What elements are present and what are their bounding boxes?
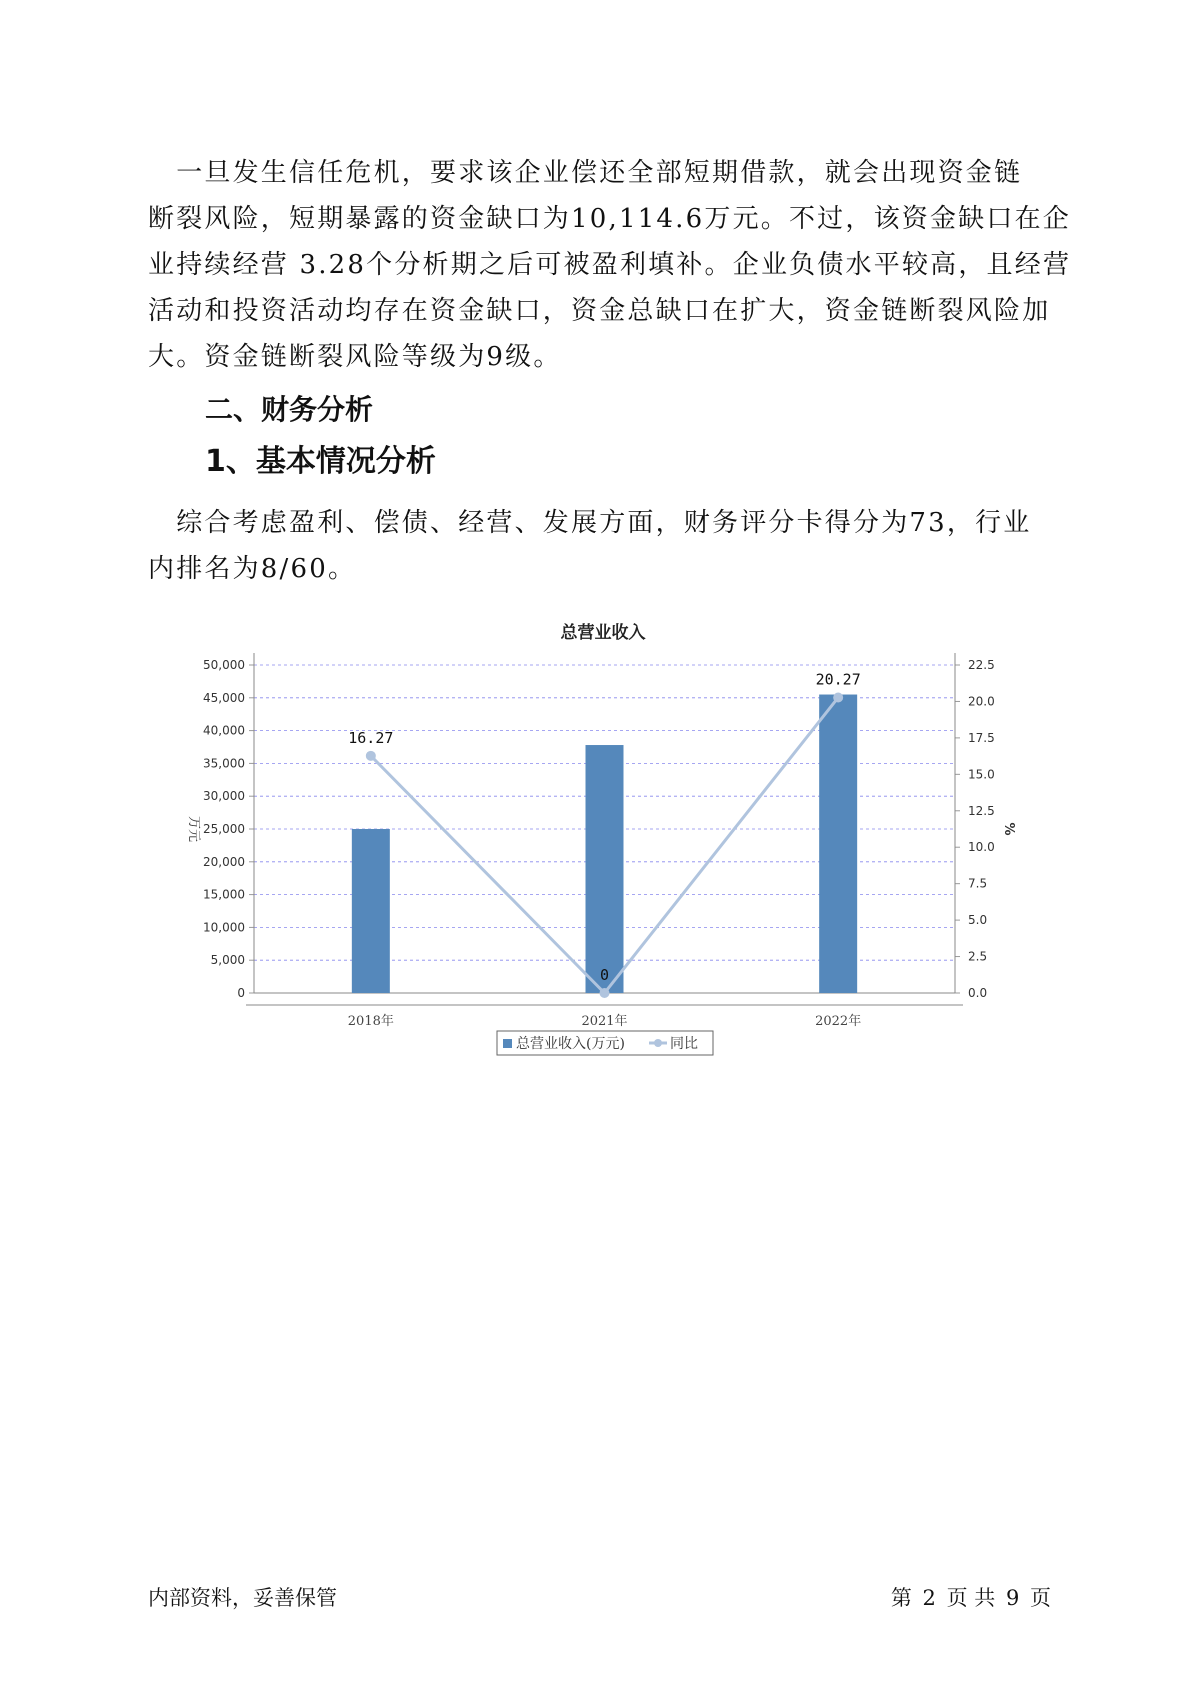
text-line: 大。资金链断裂风险等级为9级。: [148, 342, 562, 372]
revenue-bar: [819, 695, 857, 993]
revenue-chart: [0, 600, 1191, 1080]
y2-tick-label: 5.0: [968, 913, 988, 928]
x-tick-label: 2018年: [347, 1014, 394, 1029]
y-tick-label: 20,000: [203, 854, 245, 869]
text-line: 断裂风险，短期暴露的资金缺口为10,114.6万元。不过，该资金缺口在企: [148, 204, 1071, 234]
text-line: 内排名为8/60。: [148, 554, 357, 584]
yoy-point: [833, 693, 843, 703]
legend-line-marker: [654, 1039, 662, 1047]
y-tick-label: 40,000: [203, 723, 245, 738]
score-paragraph: [148, 500, 1048, 592]
y2-axis-label: %: [1001, 822, 1016, 836]
chart-title: 总营业收入: [560, 623, 646, 643]
legend-line-label: 同比: [670, 1036, 698, 1052]
y2-tick-label: 17.5: [968, 730, 995, 745]
text-line: 活动和投资活动均存在资金缺口，资金总缺口在扩大，资金链断裂风险加: [148, 296, 1051, 326]
y-tick-label: 50,000: [203, 658, 245, 672]
revenue-chart-svg: [0, 600, 1191, 1080]
y2-tick-label: 10.0: [968, 840, 995, 855]
yoy-point: [600, 988, 610, 998]
yoy-data-label: 20.27: [815, 670, 861, 689]
x-tick-label: 2022年: [815, 1014, 862, 1029]
y-tick-label: 10,000: [203, 920, 245, 935]
text-line: 一旦发生信任危机，要求该企业偿还全部短期借款，就会出现资金链: [148, 158, 1023, 188]
y2-tick-label: 15.0: [968, 767, 995, 782]
text-line: 综合考虑盈利、偿债、经营、发展方面，财务评分卡得分为73，行业: [148, 508, 1032, 538]
revenue-bar: [352, 829, 390, 993]
yoy-data-label: 0: [599, 966, 610, 984]
legend-bar-swatch: [503, 1039, 512, 1048]
page-suffix: 页: [1030, 1586, 1051, 1610]
y-tick-label: 45,000: [203, 690, 245, 705]
subsection-heading: 1、基本情况分析: [205, 444, 436, 479]
revenue-bar: [586, 745, 624, 993]
page-mid: 页 共: [946, 1586, 996, 1610]
y2-tick-label: 22.5: [968, 658, 995, 672]
y2-tick-label: 0.0: [968, 986, 988, 1000]
y-tick-label: 25,000: [203, 822, 245, 836]
y2-tick-label: 7.5: [968, 876, 988, 891]
y-tick-label: 0: [237, 986, 245, 1000]
legend-bar-label: 总营业收入(万元): [516, 1036, 625, 1052]
y-tick-label: 15,000: [203, 887, 245, 902]
y-tick-label: 30,000: [203, 789, 245, 804]
risk-paragraph: [148, 150, 1072, 380]
y2-tick-label: 20.0: [968, 694, 995, 709]
page-number: [889, 1582, 1053, 1612]
yoy-data-label: 16.27: [348, 728, 394, 747]
y-tick-label: 5,000: [210, 953, 245, 968]
confidential-note: 内部资料，妥善保管: [148, 1586, 337, 1610]
y2-tick-label: 12.5: [968, 803, 995, 818]
y-axis-label: 万元: [186, 815, 201, 843]
section-heading: 二、财务分析: [205, 393, 374, 426]
yoy-point: [366, 751, 376, 761]
page-total: 9: [1005, 1586, 1020, 1610]
y2-tick-label: 2.5: [968, 949, 988, 964]
page-prefix: 第: [890, 1586, 912, 1610]
y-tick-label: 35,000: [203, 756, 245, 771]
x-tick-label: 2021年: [581, 1014, 628, 1029]
text-line: 业持续经营 3.28个分析期之后可被盈利填补。企业负债水平较高，且经营: [148, 250, 1072, 280]
page-current: 2: [922, 1586, 936, 1610]
